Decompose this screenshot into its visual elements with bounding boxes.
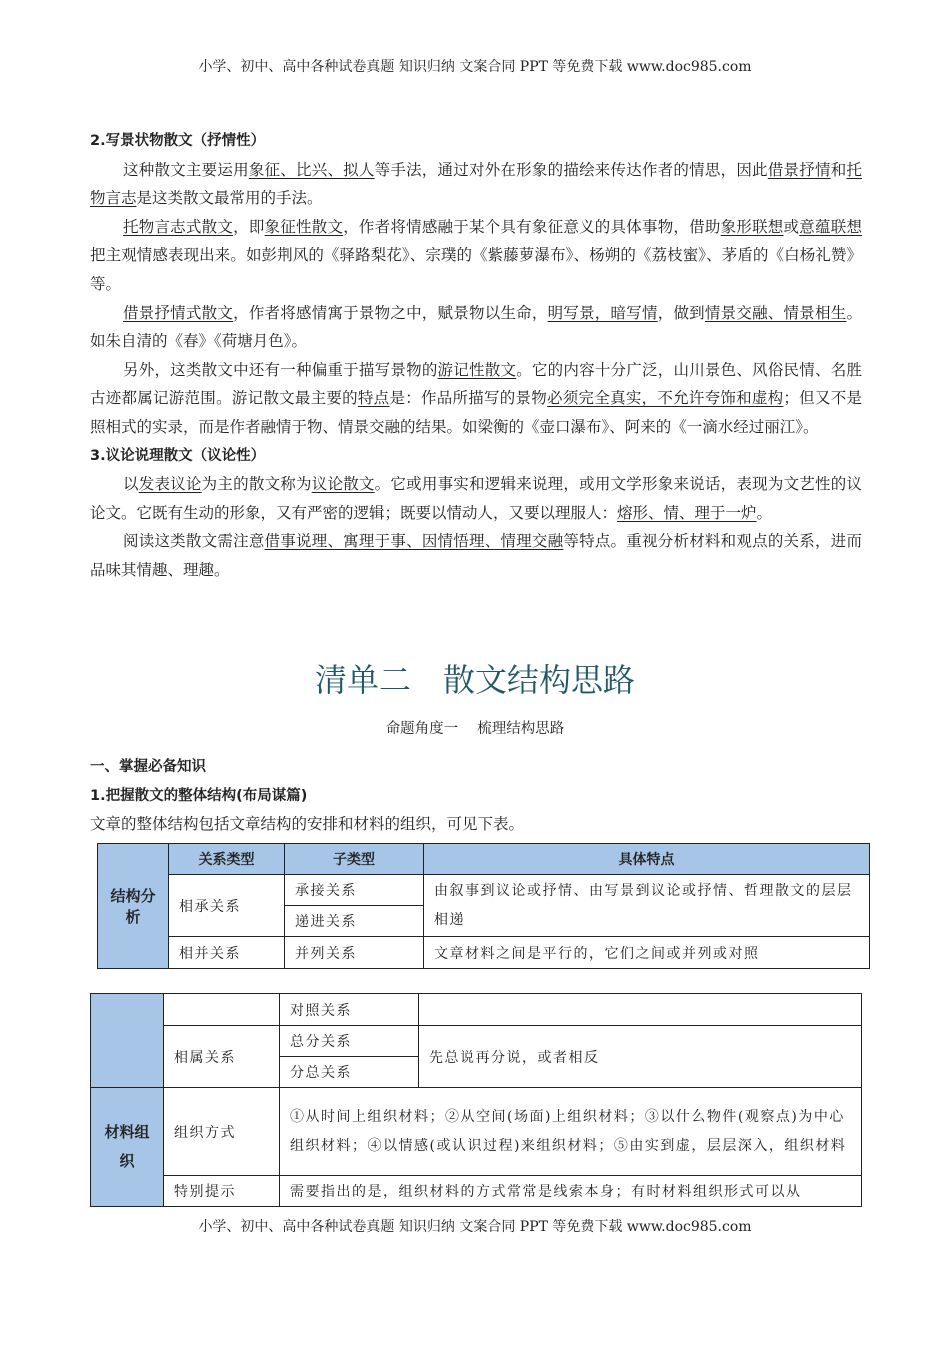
- text-run: 为主的散文称为: [201, 475, 312, 494]
- side-label: 结构分析: [98, 844, 169, 969]
- text-run: ，即: [233, 217, 265, 236]
- table-cell: 组织方式: [164, 1088, 280, 1176]
- table-cell: 相并关系: [169, 937, 285, 969]
- text-run: 另外，这类散文中还有一种偏重于描写景物的: [123, 360, 438, 379]
- text-run: ；但又不是照相式的实录，而是作者融情于物、情景交融的结果。如梁衡的《壶口瀑布》、阿来的《一滴水经过丽江》。: [90, 389, 862, 436]
- paragraph: [90, 356, 862, 442]
- table-cell: 相属关系: [164, 1026, 280, 1088]
- table-cell: 并列关系: [285, 937, 424, 969]
- underlined-keyword: 借景抒情式散文: [123, 303, 234, 322]
- section-2-body: [90, 156, 862, 442]
- underlined-keyword: 象征性散文: [264, 217, 344, 236]
- table-cell: 分总关系: [280, 1057, 419, 1088]
- section-3-heading: 3.议论说理散文（议论性）: [90, 447, 266, 464]
- underlined-keyword: 发表议论: [138, 475, 202, 494]
- text-run: 等手法，通过对外在形象的描绘来传达作者的情思，因此: [374, 160, 768, 179]
- subtitle: 命题角度一 梳理结构思路: [385, 721, 565, 737]
- underlined-keyword: 议论散文: [311, 475, 375, 494]
- text-run: 是：作品所描写的景物: [389, 389, 548, 408]
- text-run: 或: [783, 217, 800, 236]
- side-blank: [91, 994, 164, 1088]
- table-cell: 对照关系: [280, 994, 419, 1026]
- table-cell: 由叙事到议论或抒情、由写景到议论或抒情、哲理散文的层层相递: [424, 875, 870, 937]
- section-2-heading: 2.写景状物散文（抒情性）: [90, 133, 266, 149]
- table-cell: [419, 994, 862, 1026]
- text-run: 。它或用事实和逻辑来说理，或用文学形象来说话，表现为文艺性的议论文。它既有生动的形象，又有严密的逻辑；既要以情动人，又要以理服人：: [90, 475, 862, 522]
- text-run: 是这类散文最常用的手法。: [136, 189, 323, 208]
- text-run: ，作者将情感融于某个具有象征意义的具体事物，借助: [343, 217, 721, 236]
- underlined-keyword: 象征、比兴、拟人: [248, 160, 375, 179]
- text-run: 和: [830, 160, 847, 179]
- paragraph: [90, 299, 862, 356]
- text-run: 。如朱自清的《春》《荷塘月色》。: [90, 303, 862, 351]
- col-header: 关系类型: [169, 844, 285, 875]
- underlined-keyword: 特点: [357, 389, 390, 408]
- section-3-body: [90, 470, 862, 584]
- underlined-keyword: 借景抒情: [767, 160, 831, 179]
- table-cell: 承接关系: [285, 875, 424, 906]
- text-run: 。它的内容十分广泛，山川景色、风俗民情、名胜古迹都属记游范围。游记散文最主要的: [90, 360, 862, 408]
- table-cell: 相承关系: [169, 875, 285, 937]
- table-cell: ①从时间上组织材料；②从空间(场面)上组织材料；③以什么物件(观察点)为中心组织材料；④以情感(或认识过程)来组织材料；⑤由实到虚，层层深入，组织材料: [280, 1088, 862, 1176]
- col-header: 具体特点: [424, 844, 870, 875]
- text-run: 。: [756, 503, 773, 522]
- knowledge-section: [90, 753, 862, 839]
- underlined-keyword: 意蕴联想: [799, 217, 862, 236]
- table-cell: 需要指出的是，组织材料的方式常常是线索本身；有时材料组织形式可以从: [280, 1176, 862, 1207]
- underlined-keyword: 必须完全真实，不允许夸饰和虚构: [547, 389, 784, 408]
- col-header: 子类型: [285, 844, 424, 875]
- paragraph: [90, 156, 862, 213]
- page-title: 清单二 散文结构思路: [314, 661, 635, 699]
- text-run: ，作者将感情寓于景物之中，赋景物以生命，: [233, 303, 548, 322]
- page-footer: 小学、初中、高中各种试卷真题 知识归纳 文案合同 PPT 等免费下载 www.doc985.com: [198, 1219, 752, 1235]
- table-cell: 递进关系: [285, 906, 424, 937]
- table-cell: 总分关系: [280, 1026, 419, 1057]
- underlined-keyword: 情景交融、情景相生: [704, 303, 847, 322]
- material-table: [90, 993, 862, 1207]
- paragraph: [90, 470, 862, 527]
- text-run: 以: [123, 475, 139, 494]
- table-cell: 文章材料之间是平行的，它们之间或并列或对照: [424, 937, 870, 969]
- page-header: 小学、初中、高中各种试卷真题 知识归纳 文案合同 PPT 等免费下载 www.doc985.com: [198, 59, 752, 75]
- underlined-keyword: 托物言志: [90, 160, 862, 208]
- table-cell: 先总说再分说，或者相反: [419, 1026, 862, 1088]
- underlined-keyword: 象形联想: [720, 217, 784, 236]
- intro-text: 文章的整体结构包括文章结构的安排和材料的组织，可见下表。: [90, 815, 525, 834]
- paragraph: [90, 213, 862, 299]
- table-cell: 特别提示: [164, 1176, 280, 1207]
- underlined-keyword: 游记性散文: [437, 360, 517, 379]
- text-run: 等特点。重视分析材料和观点的关系，进而品味其情趣、理趣。: [90, 532, 862, 579]
- underlined-keyword: 托物言志式散文: [123, 217, 234, 236]
- side-label: 材料组织: [91, 1088, 164, 1207]
- section-2: [90, 127, 862, 585]
- heading-2: 1.把握散文的整体结构(布局谋篇): [90, 787, 308, 804]
- text-run: 把主观情感表现出来。如彭荆风的《驿路梨花》、宗璞的《紫藤萝瀑布》、杨朔的《荔枝蜜》、茅盾的《白杨礼赞》等。: [90, 246, 862, 293]
- underlined-keyword: 熔形、情、理于一炉: [617, 503, 757, 522]
- text-run: 这种散文主要运用: [123, 160, 249, 179]
- heading-1: 一、掌握必备知识: [90, 759, 206, 775]
- underlined-keyword: 明写景，暗写情: [547, 303, 658, 322]
- text-run: 阅读这类散文需注意: [123, 532, 265, 551]
- underlined-keyword: 借事说理、寓理于事、因情悟理、情理交融: [264, 532, 564, 551]
- structure-table: [97, 843, 870, 969]
- table-cell: [164, 994, 280, 1026]
- text-run: ，做到: [657, 303, 705, 322]
- paragraph: [90, 527, 862, 584]
